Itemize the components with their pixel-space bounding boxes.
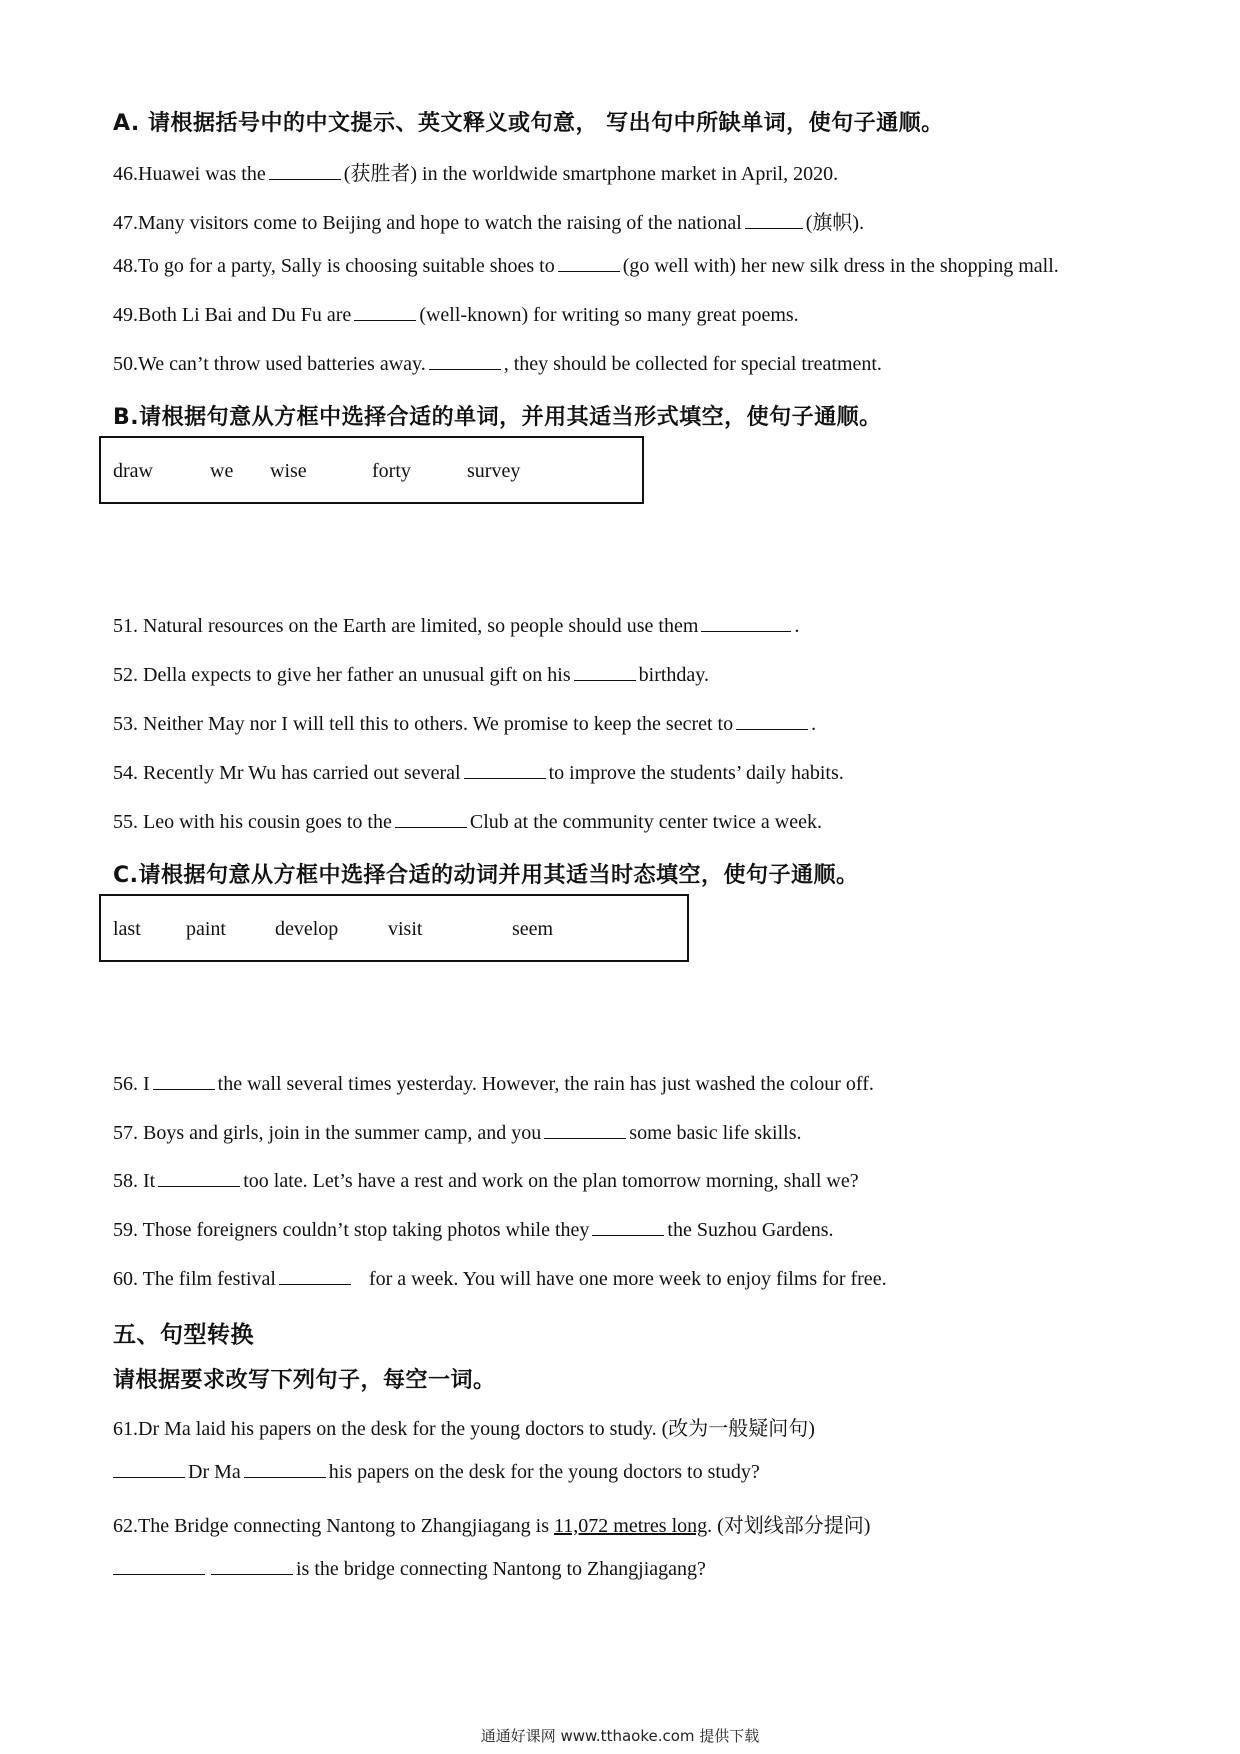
question-text: the wall several times yesterday. However, the rain has just washed the colour off.: [217, 1073, 874, 1095]
answer-blank[interactable]: [395, 826, 467, 828]
question-49: [113, 304, 799, 327]
answer-blank[interactable]: [269, 178, 341, 180]
question-51: [113, 615, 799, 638]
page-footer: 通通好课网 www.tthaoke.com 提供下载: [480, 1727, 760, 1745]
question-text: too late. Let’s have a rest and work on the plan tomorrow morning, shall we?: [243, 1170, 859, 1192]
question-text: some basic life skills.: [629, 1122, 802, 1144]
question-text: 58. It: [113, 1170, 156, 1192]
answer-blank[interactable]: [354, 319, 416, 321]
question-54: [113, 762, 844, 785]
word-box-word: develop: [275, 918, 339, 940]
question-47: [113, 206, 864, 235]
question-50: [113, 353, 882, 376]
question-57: [113, 1122, 801, 1145]
section-a-heading: A. 请根据括号中的中文提示、英文释义或句意， 写出句中所缺单词，使句子通顺。: [113, 111, 944, 136]
question-text: 53. Neither May nor I will tell this to others. We promise to keep the secret to: [113, 713, 734, 735]
question-text: 55. Leo with his cousin goes to the: [113, 811, 392, 833]
answer-blank[interactable]: [113, 1476, 185, 1478]
question-text: is the bridge connecting Nantong to Zhangjiagang?: [296, 1558, 706, 1580]
answer-blank[interactable]: [244, 1476, 326, 1478]
answer-blank[interactable]: [558, 270, 620, 272]
answer-blank[interactable]: [736, 728, 808, 730]
question-55: [113, 811, 822, 834]
question-text: 47.Many visitors come to Beijing and hope to watch the raising of the national: [113, 212, 742, 234]
answer-blank[interactable]: [279, 1283, 351, 1285]
answer-blank[interactable]: [745, 227, 803, 229]
answer-blank[interactable]: [701, 630, 791, 632]
question-text: Dr Ma: [188, 1461, 241, 1483]
question-text: . (对划线部分提问): [707, 1515, 871, 1537]
answer-blank[interactable]: [574, 679, 636, 681]
question-text: 60. The film festival: [113, 1268, 276, 1290]
question-62-answer-line: [113, 1558, 706, 1581]
answer-blank[interactable]: [464, 777, 546, 779]
question-text: 62.The Bridge connecting Nantong to Zhangjiagang is: [113, 1515, 550, 1537]
question-text: (well-known) for writing so many great poems.: [419, 304, 799, 326]
question-61-answer-line: [113, 1461, 760, 1484]
question-text: 46.Huawei was the: [113, 163, 266, 185]
question-text: (go well with) her new silk dress in the shopping mall.: [622, 255, 1059, 277]
question-text: birthday.: [638, 664, 710, 686]
question-text: 59. Those foreigners couldn’t stop taking photos while they: [113, 1219, 590, 1241]
section-five-instruction: 请根据要求改写下列句子，每空一词。: [113, 1368, 496, 1393]
word-box-c: [99, 894, 689, 962]
question-text: the Suzhou Gardens.: [667, 1219, 834, 1241]
question-56: [113, 1073, 874, 1096]
word-box-word: visit: [388, 918, 423, 940]
question-text: (旗帜).: [805, 212, 865, 234]
answer-blank[interactable]: [211, 1573, 293, 1575]
underlined-phrase: 11,072 metres long: [554, 1515, 708, 1537]
question-53: [113, 713, 816, 736]
word-box-b: [99, 436, 644, 504]
question-text: 54. Recently Mr Wu has carried out several: [113, 762, 461, 784]
question-text: 61.Dr Ma laid his papers on the desk for the young doctors to study. (改为一般疑问句): [113, 1418, 815, 1440]
word-box-word: we: [210, 460, 234, 482]
section-five-heading: 五、句型转换: [113, 1322, 254, 1348]
word-box-word: draw: [113, 460, 153, 482]
question-48: [113, 255, 1059, 278]
question-text: 57. Boys and girls, join in the summer camp, and you: [113, 1122, 542, 1144]
question-text: his papers on the desk for the young doctors to study?: [328, 1461, 760, 1483]
question-text: .: [811, 713, 817, 735]
question-61: [113, 1412, 815, 1441]
question-text: 51. Natural resources on the Earth are limited, so people should use them: [113, 615, 699, 637]
word-box-word: paint: [186, 918, 226, 940]
section-b-heading: B.请根据句意从方框中选择合适的单词，并用其适当形式填空，使句子通顺。: [113, 405, 882, 430]
section-c-heading: C.请根据句意从方框中选择合适的动词并用其适当时态填空，使句子通顺。: [113, 863, 859, 888]
answer-blank[interactable]: [544, 1137, 626, 1139]
question-text: 49.Both Li Bai and Du Fu are: [113, 304, 352, 326]
question-text: , they should be collected for special treatment.: [503, 353, 882, 375]
question-60: [113, 1268, 887, 1291]
question-text: 56. I: [113, 1073, 150, 1095]
answer-blank[interactable]: [429, 368, 501, 370]
answer-blank[interactable]: [153, 1088, 215, 1090]
question-62: [113, 1509, 870, 1538]
word-box-word: wise: [270, 460, 307, 482]
answer-blank[interactable]: [592, 1234, 664, 1236]
question-46: [113, 157, 838, 186]
question-52: [113, 664, 709, 687]
word-box-word: seem: [512, 918, 554, 940]
question-text: Club at the community center twice a week.: [469, 811, 822, 833]
question-text: 48.To go for a party, Sally is choosing suitable shoes to: [113, 255, 555, 277]
question-text: for a week. You will have one more week to enjoy films for free.: [368, 1268, 887, 1290]
word-box-word: last: [113, 918, 141, 940]
question-text: .: [794, 615, 800, 637]
question-58: [113, 1170, 859, 1193]
question-text: 50.We can’t throw used batteries away.: [113, 353, 426, 375]
answer-blank[interactable]: [158, 1185, 240, 1187]
word-box-word: survey: [467, 460, 521, 482]
word-box-word: forty: [372, 460, 411, 482]
answer-blank[interactable]: [113, 1573, 205, 1575]
question-text: (获胜者) in the worldwide smartphone market in April, 2020.: [343, 163, 839, 185]
question-text: to improve the students’ daily habits.: [548, 762, 844, 784]
question-text: 52. Della expects to give her father an unusual gift on his: [113, 664, 571, 686]
question-59: [113, 1219, 834, 1242]
